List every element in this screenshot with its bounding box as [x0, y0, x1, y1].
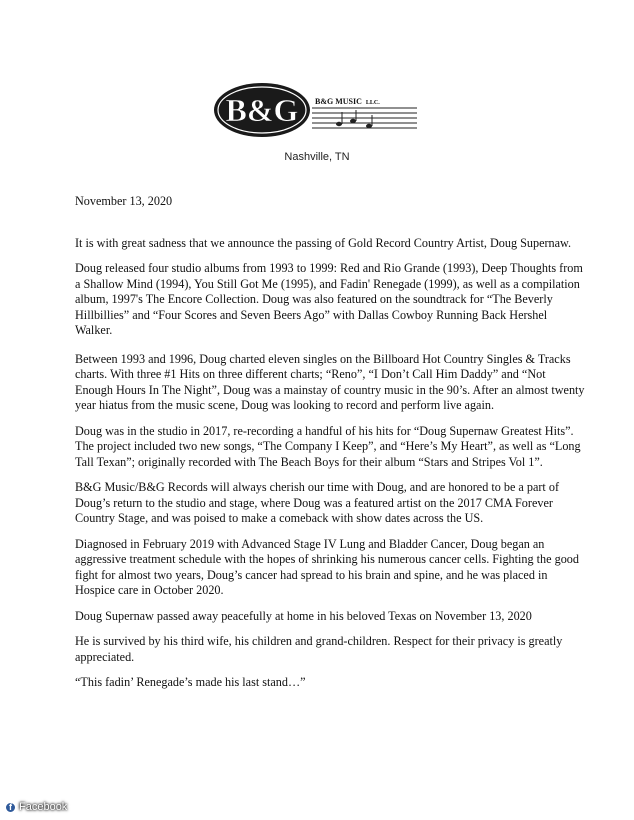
closing-quote: “This fadin’ Renegade’s made his last stand…” [75, 675, 306, 689]
letter-paragraph: Doug Supernaw passed away peacefully at home in his beloved Texas on November 13, 2020 [75, 608, 532, 623]
letter-paragraph: B&G Music/B&G Records will always cherish our time with Doug, and are honored to be a part of Doug’s return to the studio and stage, where Doug was a featured artist on the 2017 CMA Forever Country Stage, and was poised to make a comeback with show dates across the US. [75, 480, 560, 525]
company-location: Nashville, TN [284, 151, 350, 163]
company-name: B&G MUSIC LLC. [315, 97, 380, 106]
letter-paragraph: Doug released four studio albums from 1993 to 1999: Red and Rio Grande (1993), Deep Thoughts from a Shallow Mind (1994), You Still Got Me (1995), and Fadin' Renegade (1999), as well as a compilation album, 1997's The Encore Collection. Doug was also featured on the soundtrack for “The Beverly Hillbillies” and “Four Scores and Seven Beers Ago” with Dallas Cowboy Running Back Hershel Walker. [75, 261, 583, 337]
music-note-icon [366, 124, 372, 128]
letterhead [0, 0, 634, 170]
letter-paragraph: He is survived by his third wife, his children and grand-children. Respect for their privacy is greatly appreciated. [75, 634, 563, 664]
letter-date: November 13, 2020 [75, 194, 173, 208]
letter-body [75, 194, 585, 691]
letter-paragraph: Diagnosed in February 2019 with Advanced Stage IV Lung and Bladder Cancer, Doug began an aggressive treatment schedule with the hopes of shrinking his numerous cancer cells. Fighting the good fight for almost two years, Doug’s cancer had spread to his brain and spine, and he was placed in Hospice care in October 2020. [75, 536, 579, 597]
company-logo [212, 80, 422, 140]
music-note-icon [336, 122, 342, 126]
music-note-icon [350, 119, 356, 123]
watermark-label: Facebook [19, 801, 68, 813]
logo-graphic [212, 80, 422, 140]
facebook-icon: f [5, 802, 16, 813]
letter-paragraph: Between 1993 and 1996, Doug charted eleven singles on the Billboard Hot Country Singles & Tracks charts. With three #1 Hits on three different charts; “Reno”, “I Don’t Call Him Daddy” and “Not Enough Hours In The Night”, Doug was a mainstay of country music in the 90’s. After an almost twenty year hiatus from the music scene, Doug was looking to record and perform live again. [75, 351, 585, 412]
source-watermark [5, 801, 67, 813]
letter-paragraph: It is with great sadness that we announce the passing of Gold Record Country Artist, Doug Supernaw. [75, 235, 572, 250]
logo-letters: B&G [225, 92, 299, 128]
letter-paragraph: Doug was in the studio in 2017, re-recording a handful of his hits for “Doug Supernaw Greatest Hits”. The project included two new songs, “The Company I Keep”, and “Here’s My Heart”, as well as “Long Tall Texan”; originally recorded with The Beach Boys for their album “Stars and Stripes Vol 1”. [75, 423, 581, 469]
